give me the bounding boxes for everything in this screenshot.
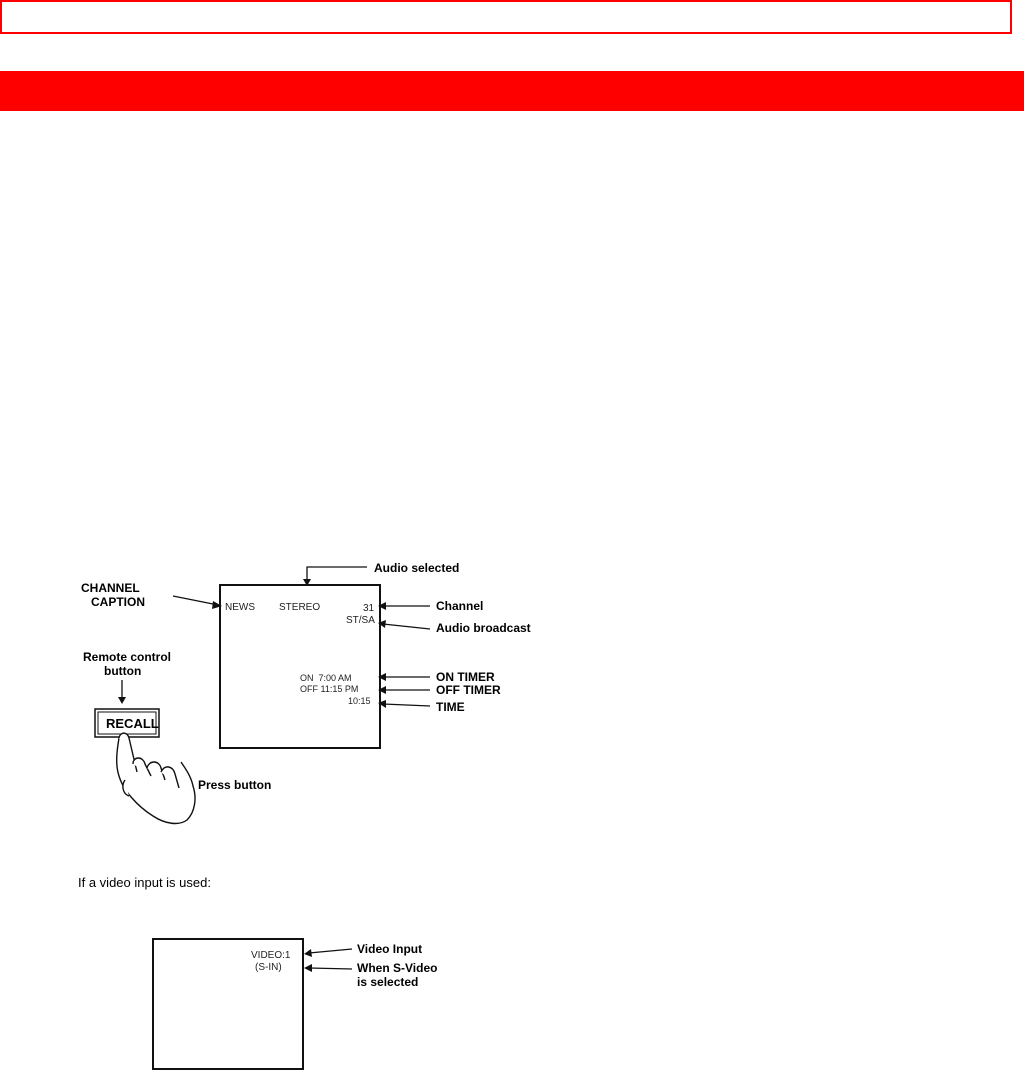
label-off-timer: OFF TIMER	[436, 683, 501, 697]
screen-off-timer: OFF 11:15 PM	[300, 684, 359, 694]
arrow-audio-broadcast	[383, 624, 430, 629]
arrowhead-video-input	[304, 949, 312, 957]
arrow-s-video	[309, 968, 352, 969]
screen-audio: STEREO	[279, 602, 321, 613]
screen-broadcast: ST/SA	[346, 615, 375, 626]
video-input-diagram	[67, 858, 477, 1078]
arrow-video-input	[309, 949, 352, 953]
arrowhead-remote-control	[118, 697, 126, 704]
label-video-input: Video Input	[357, 942, 423, 956]
title-bar	[0, 71, 1024, 111]
screen-channel-number: 31	[363, 603, 375, 614]
screen-s-in: (S-IN)	[255, 962, 282, 973]
label-remote-control-2: button	[104, 664, 142, 678]
arrow-channel-caption	[173, 596, 218, 605]
screen-time: 10:15	[348, 696, 371, 706]
pressing-hand-icon	[117, 733, 195, 823]
label-press-button: Press button	[198, 778, 272, 792]
recall-display-diagram	[67, 550, 547, 835]
screen-video-input: VIDEO:1	[251, 950, 291, 961]
label-on-timer: ON TIMER	[436, 670, 495, 684]
label-s-video-1: When S-Video	[357, 961, 438, 975]
label-remote-control-1: Remote control	[83, 650, 172, 664]
screen-on-timer: ON 7:00 AM	[300, 673, 352, 683]
label-channel-caption-1: CHANNEL	[81, 581, 140, 595]
label-audio-selected: Audio selected	[374, 561, 460, 575]
header-frame	[0, 0, 1012, 34]
screen-caption: NEWS	[225, 602, 255, 613]
video-input-intro: If a video input is used:	[78, 875, 211, 890]
label-channel-caption-2: CAPTION	[91, 595, 145, 609]
label-time: TIME	[436, 700, 465, 714]
arrow-time	[383, 704, 430, 706]
arrow-audio-selected	[307, 567, 367, 582]
label-channel: Channel	[436, 599, 484, 613]
recall-button-label: RECALL	[106, 716, 159, 731]
arrowhead-s-video	[304, 964, 312, 972]
label-audio-broadcast: Audio broadcast	[436, 621, 531, 635]
label-s-video-2: is selected	[357, 975, 419, 989]
